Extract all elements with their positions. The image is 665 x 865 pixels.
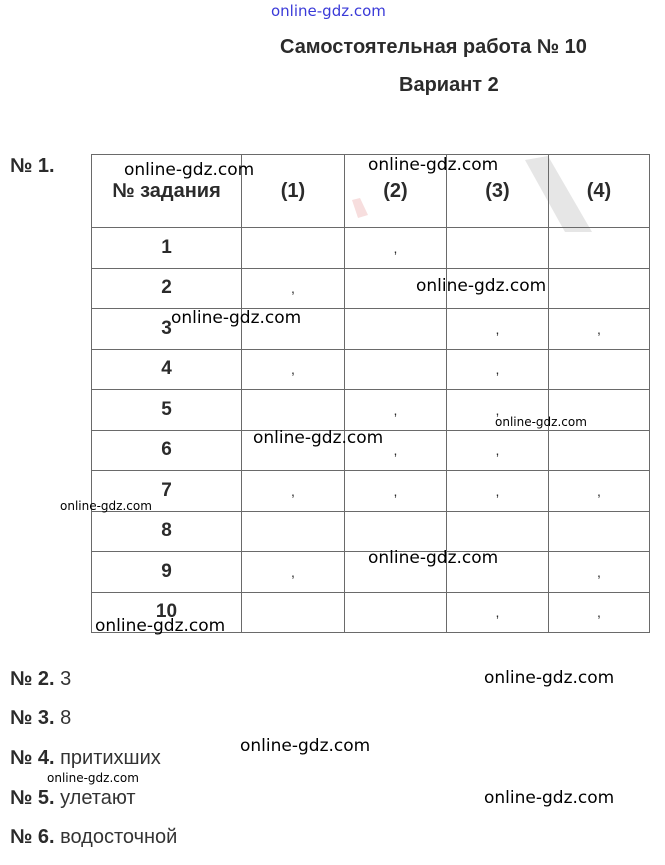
watermark: online-gdz.com (47, 771, 139, 785)
comma-cell (447, 228, 549, 269)
comma-cell (549, 349, 650, 390)
comma-cell: , (549, 471, 650, 512)
watermark: online-gdz.com (416, 276, 547, 296)
comma-cell: , (447, 592, 549, 633)
answer-3 (10, 707, 71, 730)
answer-label: № 4. (10, 747, 55, 769)
comma-cell: , (242, 349, 345, 390)
table-row (92, 349, 650, 390)
comma-cell: , (447, 390, 549, 431)
comma-cell (242, 592, 345, 633)
answer-value: водосточной (60, 826, 178, 848)
row-number: 2 (92, 268, 242, 309)
comma-cell: , (242, 471, 345, 512)
answer-6 (10, 826, 177, 849)
answer-4 (10, 747, 161, 770)
table-row (92, 268, 650, 309)
variant-title: Вариант 2 (399, 74, 499, 96)
watermark: online-gdz.com (368, 548, 499, 568)
comma-cell (242, 228, 345, 269)
row-number: 6 (92, 430, 242, 471)
comma-cell: , (549, 552, 650, 593)
answer-2 (10, 668, 71, 691)
row-number: 9 (92, 552, 242, 593)
watermark: online-gdz.com (495, 415, 587, 429)
comma-cell: , (549, 309, 650, 350)
comma-cell (242, 390, 345, 431)
answer-value: 3 (60, 668, 72, 690)
comma-cell (242, 511, 345, 552)
column-header-3: (3) (447, 155, 549, 228)
answer-label: № 6. (10, 826, 55, 848)
column-header-task: № задания (92, 155, 242, 228)
table-row (92, 228, 650, 269)
comma-cell: , (447, 471, 549, 512)
row-number: 7 (92, 471, 242, 512)
watermark: online-gdz.com (484, 668, 615, 688)
table-row (92, 471, 650, 512)
comma-cell (549, 511, 650, 552)
row-number: 5 (92, 390, 242, 431)
row-number: 1 (92, 228, 242, 269)
watermark: online-gdz.com (484, 788, 615, 808)
watermark-top: online-gdz.com (271, 2, 386, 20)
page-title: Самостоятельная работа № 10 (280, 36, 587, 58)
comma-cell: , (345, 430, 447, 471)
comma-cell (345, 592, 447, 633)
answer-label: № 2. (10, 668, 55, 690)
answer-label: № 5. (10, 787, 55, 809)
column-header-1: (1) (242, 155, 345, 228)
comma-cell: , (447, 349, 549, 390)
row-number: 8 (92, 511, 242, 552)
answer-label: № 3. (10, 707, 55, 729)
answer-value: улетают (60, 787, 136, 809)
watermark: online-gdz.com (124, 160, 255, 180)
comma-cell: , (242, 552, 345, 593)
watermark: online-gdz.com (253, 428, 384, 448)
task-1-label: № 1. (10, 155, 55, 177)
column-header-2: (2) (345, 155, 447, 228)
table-row (92, 511, 650, 552)
comma-cell (345, 511, 447, 552)
comma-cell (345, 349, 447, 390)
watermark: online-gdz.com (95, 616, 226, 636)
comma-cell: , (447, 309, 549, 350)
answer-value: 8 (60, 707, 72, 729)
comma-cell (345, 309, 447, 350)
watermark: online-gdz.com (240, 736, 371, 756)
watermark: online-gdz.com (60, 499, 152, 513)
comma-cell: , (345, 228, 447, 269)
comma-cell: , (345, 390, 447, 431)
watermark: online-gdz.com (171, 308, 302, 328)
comma-cell: , (242, 268, 345, 309)
comma-cell (447, 511, 549, 552)
comma-cell: , (447, 430, 549, 471)
answer-value: притихших (60, 747, 161, 769)
comma-cell: , (345, 471, 447, 512)
answer-5 (10, 787, 136, 810)
comma-cell (549, 228, 650, 269)
comma-cell (549, 430, 650, 471)
row-number: 4 (92, 349, 242, 390)
row-number: 10 (92, 592, 242, 633)
row-number: 3 (92, 309, 242, 350)
comma-cell: , (549, 592, 650, 633)
watermark: online-gdz.com (368, 155, 499, 175)
comma-cell (549, 268, 650, 309)
column-header-4: (4) (549, 155, 650, 228)
